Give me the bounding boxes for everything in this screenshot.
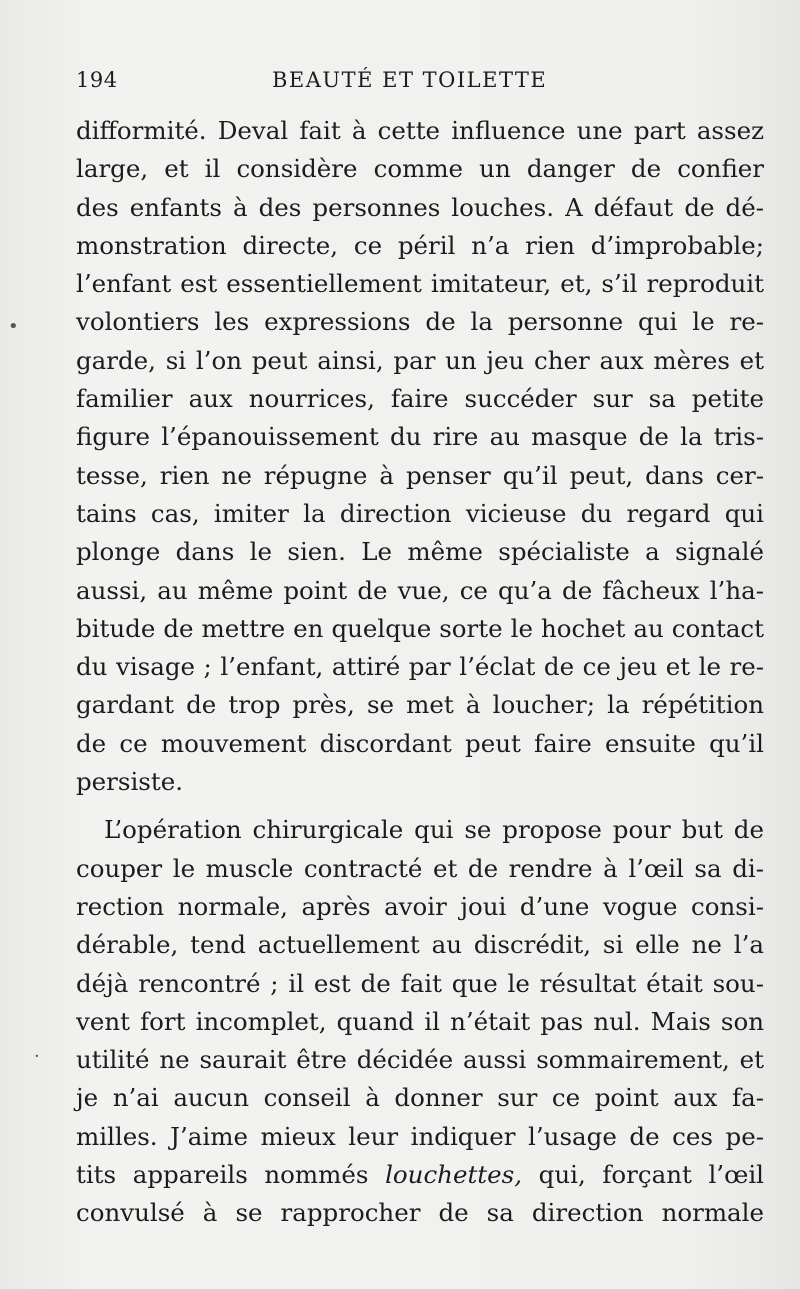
text-line: déjà rencontré ; il est de fait que le résultat était sou-: [76, 968, 764, 998]
margin-mark: •: [8, 316, 19, 337]
text-line: volontiers les expressions de la personne qui le re-: [76, 307, 764, 337]
text-line: bitude de mettre en quelque sorte le hochet au contact: [76, 613, 764, 643]
text-line: aussi, au même point de vue, ce qu’a de fâcheux l’ha-: [76, 575, 764, 605]
body-text: [76, 112, 764, 1233]
text-line: gardant de trop près, se met à loucher; la répétition: [76, 690, 764, 720]
text-run: tits appareils nommés: [76, 1160, 386, 1190]
margin-mark: ·: [34, 1046, 40, 1067]
text-line: l’enfant est essentiellement imitateur, et, s’il reproduit: [76, 269, 764, 299]
paragraph-gap: [76, 801, 764, 811]
text-line: tains cas, imiter la direction vicieuse du regard qui: [76, 498, 764, 528]
text-line: je n’ai aucun conseil à donner sur ce point aux fa-: [76, 1083, 764, 1113]
text-line: tesse, rien ne répugne à penser qu’il peut, dans cer-: [76, 460, 764, 490]
text-line: dérable, tend actuellement au discrédit, si elle ne l’a: [76, 930, 764, 960]
text-line-with-italic: [76, 1156, 764, 1194]
text-line: familier aux nourrices, faire succéder sur sa petite: [76, 384, 764, 414]
page-header: [76, 68, 580, 104]
text-line: L’opération chirurgicale qui se propose pour but de: [104, 815, 764, 845]
italic-term: louchettes,: [385, 1160, 523, 1190]
text-line: difformité. Deval fait à cette influence une part assez: [76, 116, 764, 145]
text-line: milles. J’aime mieux leur indiquer l’usage de ces pe-: [76, 1121, 764, 1151]
text-line: utilité ne saurait être décidée aussi sommairement, et: [76, 1045, 764, 1075]
running-title: BEAUTÉ ET TOILETTE: [272, 68, 548, 92]
paragraph-2: [76, 811, 764, 1232]
text-line: large, et il considère comme un danger de confier: [76, 154, 764, 184]
page-number: 194: [76, 68, 118, 92]
text-line: persiste.: [76, 767, 184, 797]
text-run: qui, forçant l’œil: [522, 1160, 764, 1190]
paragraph-1: [76, 112, 764, 801]
text-line: plonge dans le sien. Le même spécialiste a signalé: [76, 537, 764, 567]
text-line: monstration directe, ce péril n’a rien d’improbable;: [76, 230, 764, 260]
text-line: rection normale, après avoir joui d’une vogue consi-: [76, 891, 764, 921]
text-line: figure l’épanouissement du rire au masque de la tris-: [76, 422, 764, 452]
text-line: du visage ; l’enfant, attiré par l’éclat de ce jeu et le re-: [76, 652, 764, 682]
text-line: couper le muscle contracté et de rendre à l’œil sa di-: [76, 853, 764, 883]
text-line: de ce mouvement discordant peut faire ensuite qu’il: [76, 728, 764, 758]
text-line: des enfants à des personnes louches. A défaut de dé-: [76, 192, 764, 222]
text-line: garde, si l’on peut ainsi, par un jeu cher aux mères et: [76, 345, 764, 375]
text-line: vent fort incomplet, quand il n’était pas nul. Mais son: [76, 1006, 764, 1036]
text-line: convulsé à se rapprocher de sa direction normale: [76, 1198, 764, 1228]
